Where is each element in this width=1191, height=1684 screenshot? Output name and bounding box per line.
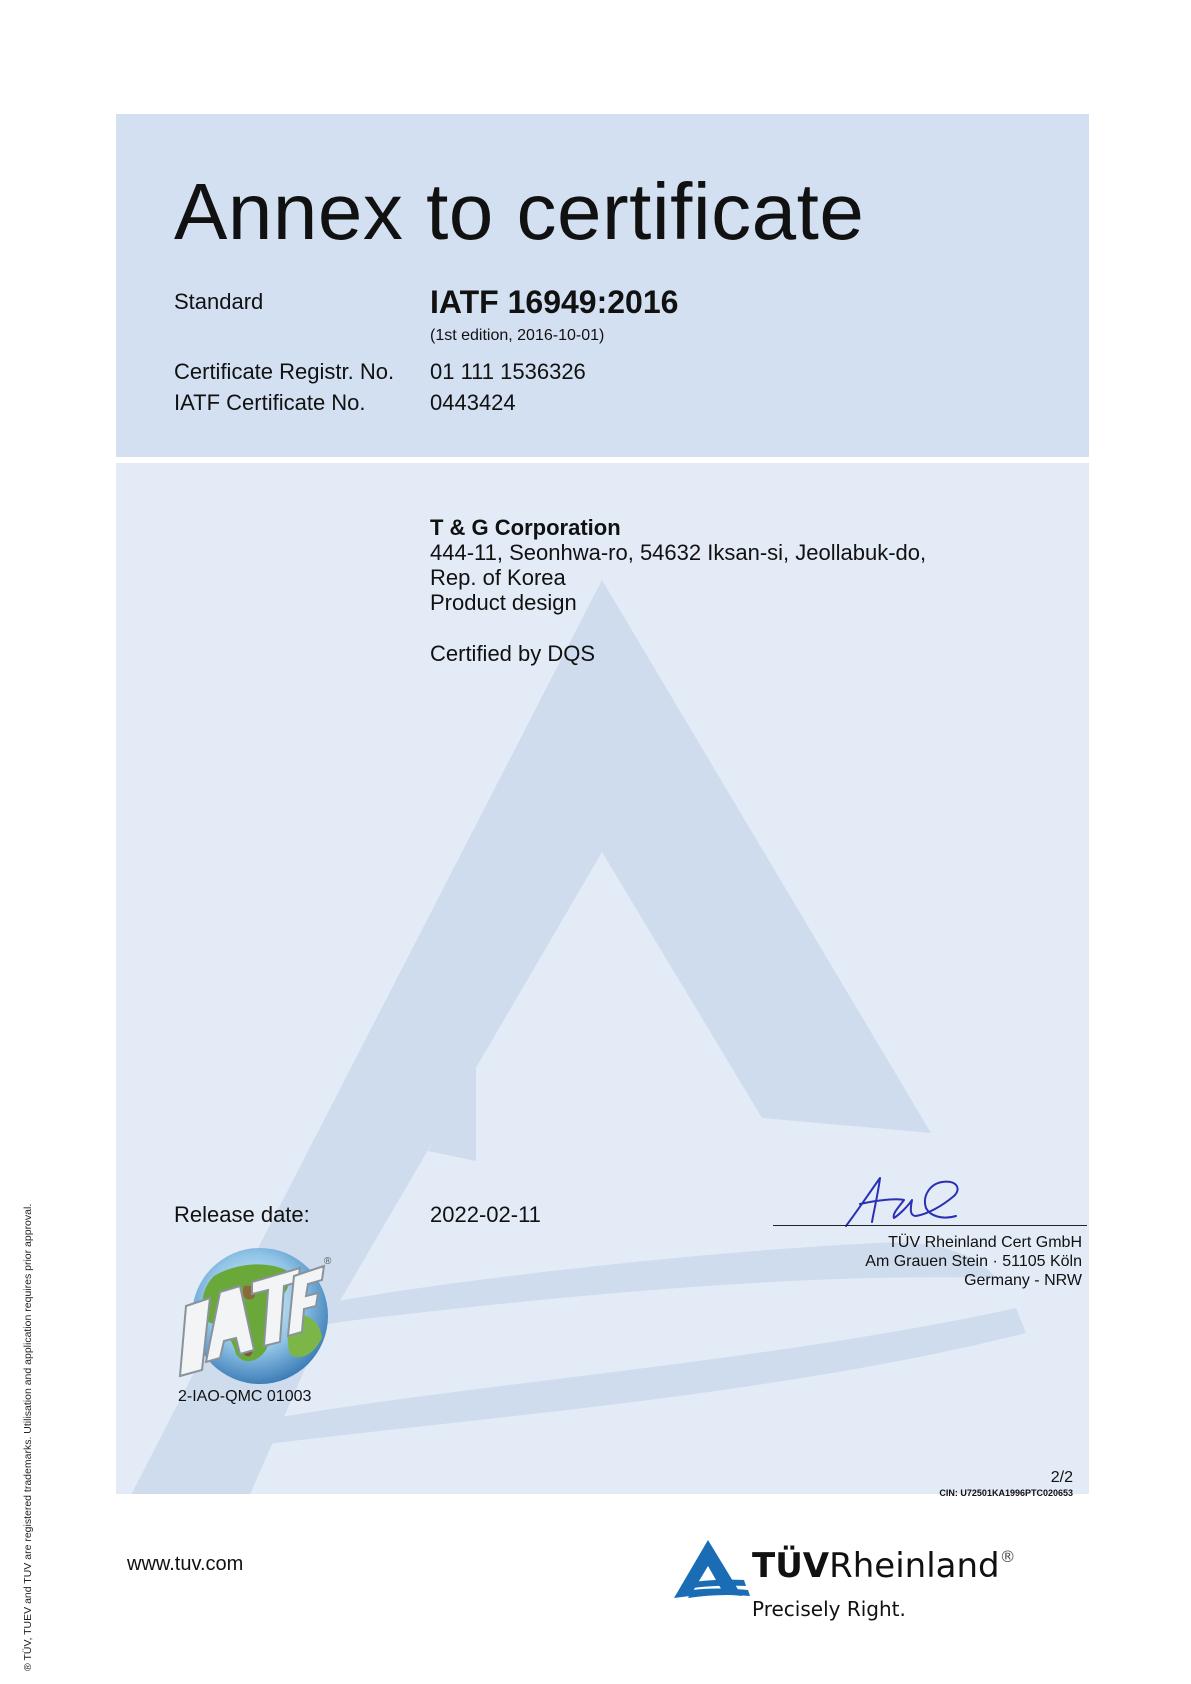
release-date-value: 2022-02-11 (430, 1202, 541, 1227)
iatf-code: 2-IAO-QMC 01003 (178, 1388, 312, 1405)
release-date-label: Release date: (174, 1202, 310, 1227)
issuer-name: TÜV Rheinland Cert GmbH (888, 1234, 1082, 1251)
standard-value: IATF 16949:2016 (430, 284, 679, 320)
tuv-triangle-logo-icon (672, 1538, 752, 1600)
brand-reg-mark: ® (999, 1547, 1016, 1566)
tuv-brand (752, 1546, 1016, 1586)
registr-value: 01 111 1536326 (430, 359, 586, 384)
trademark-note: ® TÜV, TUEV and TUV are registered trademarks. Utilisation and application requires prior approval. (22, 1203, 34, 1671)
issuer-block (865, 1233, 1082, 1290)
cin-number: CIN: U72501KA1996PTC020653 (939, 1488, 1073, 1498)
page-title: Annex to certificate (174, 167, 865, 256)
signature-icon (838, 1170, 968, 1232)
standard-label: Standard (174, 289, 264, 314)
standard-edition: (1st edition, 2016-10-01) (430, 327, 605, 344)
iatf-globe-logo-icon (174, 1246, 338, 1386)
company-name: T & G Corporation (430, 515, 621, 540)
registr-label: Certificate Registr. No. (174, 359, 395, 384)
company-address-line2: Rep. of Korea (430, 565, 566, 590)
brand-regular: Rheinland (829, 1546, 1000, 1586)
iatf-cert-label: IATF Certificate No. (174, 390, 366, 415)
company-address-line1: 444-11, Seonhwa-ro, 54632 Iksan-si, Jeollabuk-do, (430, 540, 927, 565)
signature-line (773, 1225, 1087, 1226)
iatf-reg-mark: ® (324, 1256, 332, 1267)
company-scope: Product design (430, 590, 577, 615)
website-link[interactable]: www.tuv.com (127, 1553, 244, 1575)
iatf-cert-value: 0443424 (430, 390, 516, 415)
issuer-country: Germany - NRW (964, 1272, 1082, 1289)
brand-tagline: Precisely Right. (752, 1597, 906, 1621)
issuer-street: Am Grauen Stein · 51105 Köln (865, 1253, 1082, 1270)
certified-by: Certified by DQS (430, 641, 596, 666)
brand-bold: TÜV (752, 1546, 830, 1586)
page-number: 2/2 (1050, 1469, 1073, 1486)
company-block (430, 515, 926, 666)
